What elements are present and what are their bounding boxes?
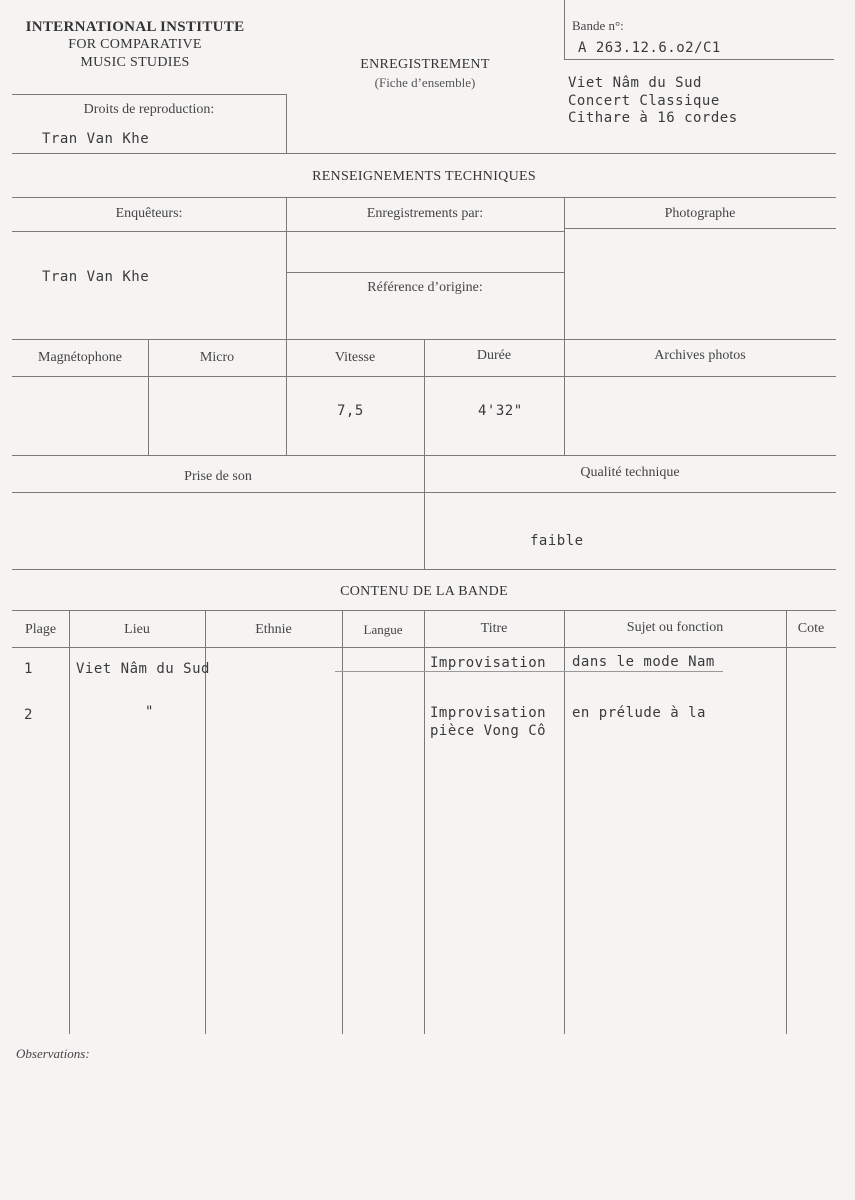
bande-label: Bande n°: [572,18,624,33]
technique-section-title: RENSEIGNEMENTS TECHNIQUES [312,169,536,184]
row-1-titre: Improvisation [430,655,547,671]
row-2-lieu: " [145,704,154,720]
micro-label: Micro [199,350,235,365]
col-sujet: Sujet ou fonction [626,620,724,635]
enqueteurs-label: Enquêteurs: [115,206,183,221]
institute-name [10,18,260,72]
instrument-value: Cithare à 16 cordes [568,110,738,126]
form-title-block [300,57,550,91]
row-1-sujet: dans le mode Nam [572,654,715,670]
observations-label: Observations: [16,1046,90,1061]
institute-line-1: INTERNATIONAL INSTITUTE [25,19,245,35]
contenu-section-title: CONTENU DE LA BANDE [340,584,508,599]
droits-label: Droits de reproduction: [83,102,215,117]
genre-value: Concert Classique [568,93,720,109]
reference-label: Référence d’origine: [367,280,483,295]
institute-line-3: MUSIC STUDIES [80,55,190,70]
row-2-sujet: en prélude à la [572,705,706,721]
col-ethnie: Ethnie [255,622,292,637]
enregistrements-label: Enregistrements par: [366,206,484,221]
enqueteurs-value: Tran Van Khe [42,269,150,285]
form-subtitle: (Fiche d’ensemble) [374,75,476,90]
archives-label: Archives photos [654,348,746,363]
institute-line-2: FOR COMPARATIVE [68,37,202,52]
duree-label: Durée [476,348,512,363]
qualite-value: faible [530,533,584,549]
row-2-titre-cont: pièce Vong Cô [430,723,547,739]
droits-value: Tran Van Khe [42,131,150,147]
magnetophone-label: Magnétophone [38,350,122,365]
photographe-label: Photographe [664,206,736,221]
col-cote: Cote [797,621,825,636]
row-2-plage: 2 [24,707,33,723]
row-1-lieu: Viet Nâm du Sud [76,661,210,677]
prise-de-son-label: Prise de son [184,469,252,484]
form-title: ENREGISTREMENT [360,57,490,72]
qualite-label: Qualité technique [580,465,680,480]
row-1-plage: 1 [24,661,33,677]
col-plage: Plage [24,622,57,637]
region-value: Viet Nâm du Sud [568,75,702,91]
vitesse-value: 7,5 [337,403,364,419]
vitesse-label: Vitesse [334,350,376,365]
duree-value: 4'32" [478,403,523,419]
col-lieu: Lieu [124,622,150,637]
col-langue: Langue [363,622,403,637]
bande-number: A 263.12.6.o2/C1 [578,40,721,56]
col-titre: Titre [480,621,508,636]
row-2-titre: Improvisation [430,705,547,721]
